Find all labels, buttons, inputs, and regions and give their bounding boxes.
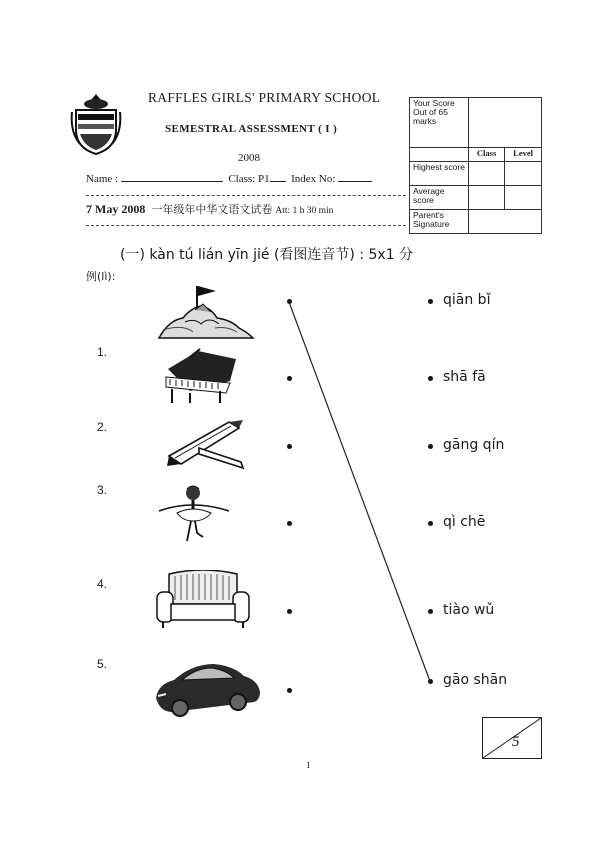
- pinyin-word: qiān bǐ: [443, 292, 491, 308]
- name-label: Name :: [86, 173, 119, 185]
- question-heading: (一) kàn tú lián yīn jié (看图连音节) : 5x1 分: [120, 247, 414, 263]
- duration: Att: 1 h 30 min: [275, 206, 334, 216]
- pinyin-word: gāng qín: [443, 437, 505, 453]
- class-header: Class: [469, 148, 505, 162]
- assessment-title: SEMESTRAL ASSESSMENT ( I ): [165, 123, 338, 135]
- pinyin-word: qì chē: [443, 514, 486, 530]
- score-total: 5: [512, 734, 520, 750]
- exam-date: 7 May 2008: [86, 202, 146, 216]
- paper-title: 一年级年中华文语文试卷: [151, 203, 273, 216]
- class-label: Class: P1: [228, 173, 270, 185]
- pinyin-word: tiào wǔ: [443, 602, 495, 618]
- example-label: 例(lì):: [86, 270, 116, 283]
- pinyin-word: shā fā: [443, 369, 486, 385]
- school-name: RAFFLES GIRLS' PRIMARY SCHOOL: [148, 90, 381, 105]
- highest-score-label: Highest score: [410, 162, 469, 186]
- pinyin-word: gāo shān: [443, 672, 508, 688]
- question-number: 2.: [97, 420, 108, 434]
- question-number: 1.: [97, 345, 108, 359]
- your-score-label: Your Score Out of 65 marks: [410, 98, 469, 148]
- index-label: Index No:: [291, 173, 336, 185]
- year: 2008: [238, 152, 260, 164]
- page-number: 1: [306, 760, 311, 770]
- question-number: 4.: [97, 577, 108, 591]
- level-header: Level: [505, 148, 542, 162]
- question-number: 3.: [97, 483, 108, 497]
- question-number: 5.: [97, 657, 108, 671]
- average-score-label: Average score: [410, 186, 469, 210]
- parent-signature-label: Parent's Signature: [410, 210, 469, 234]
